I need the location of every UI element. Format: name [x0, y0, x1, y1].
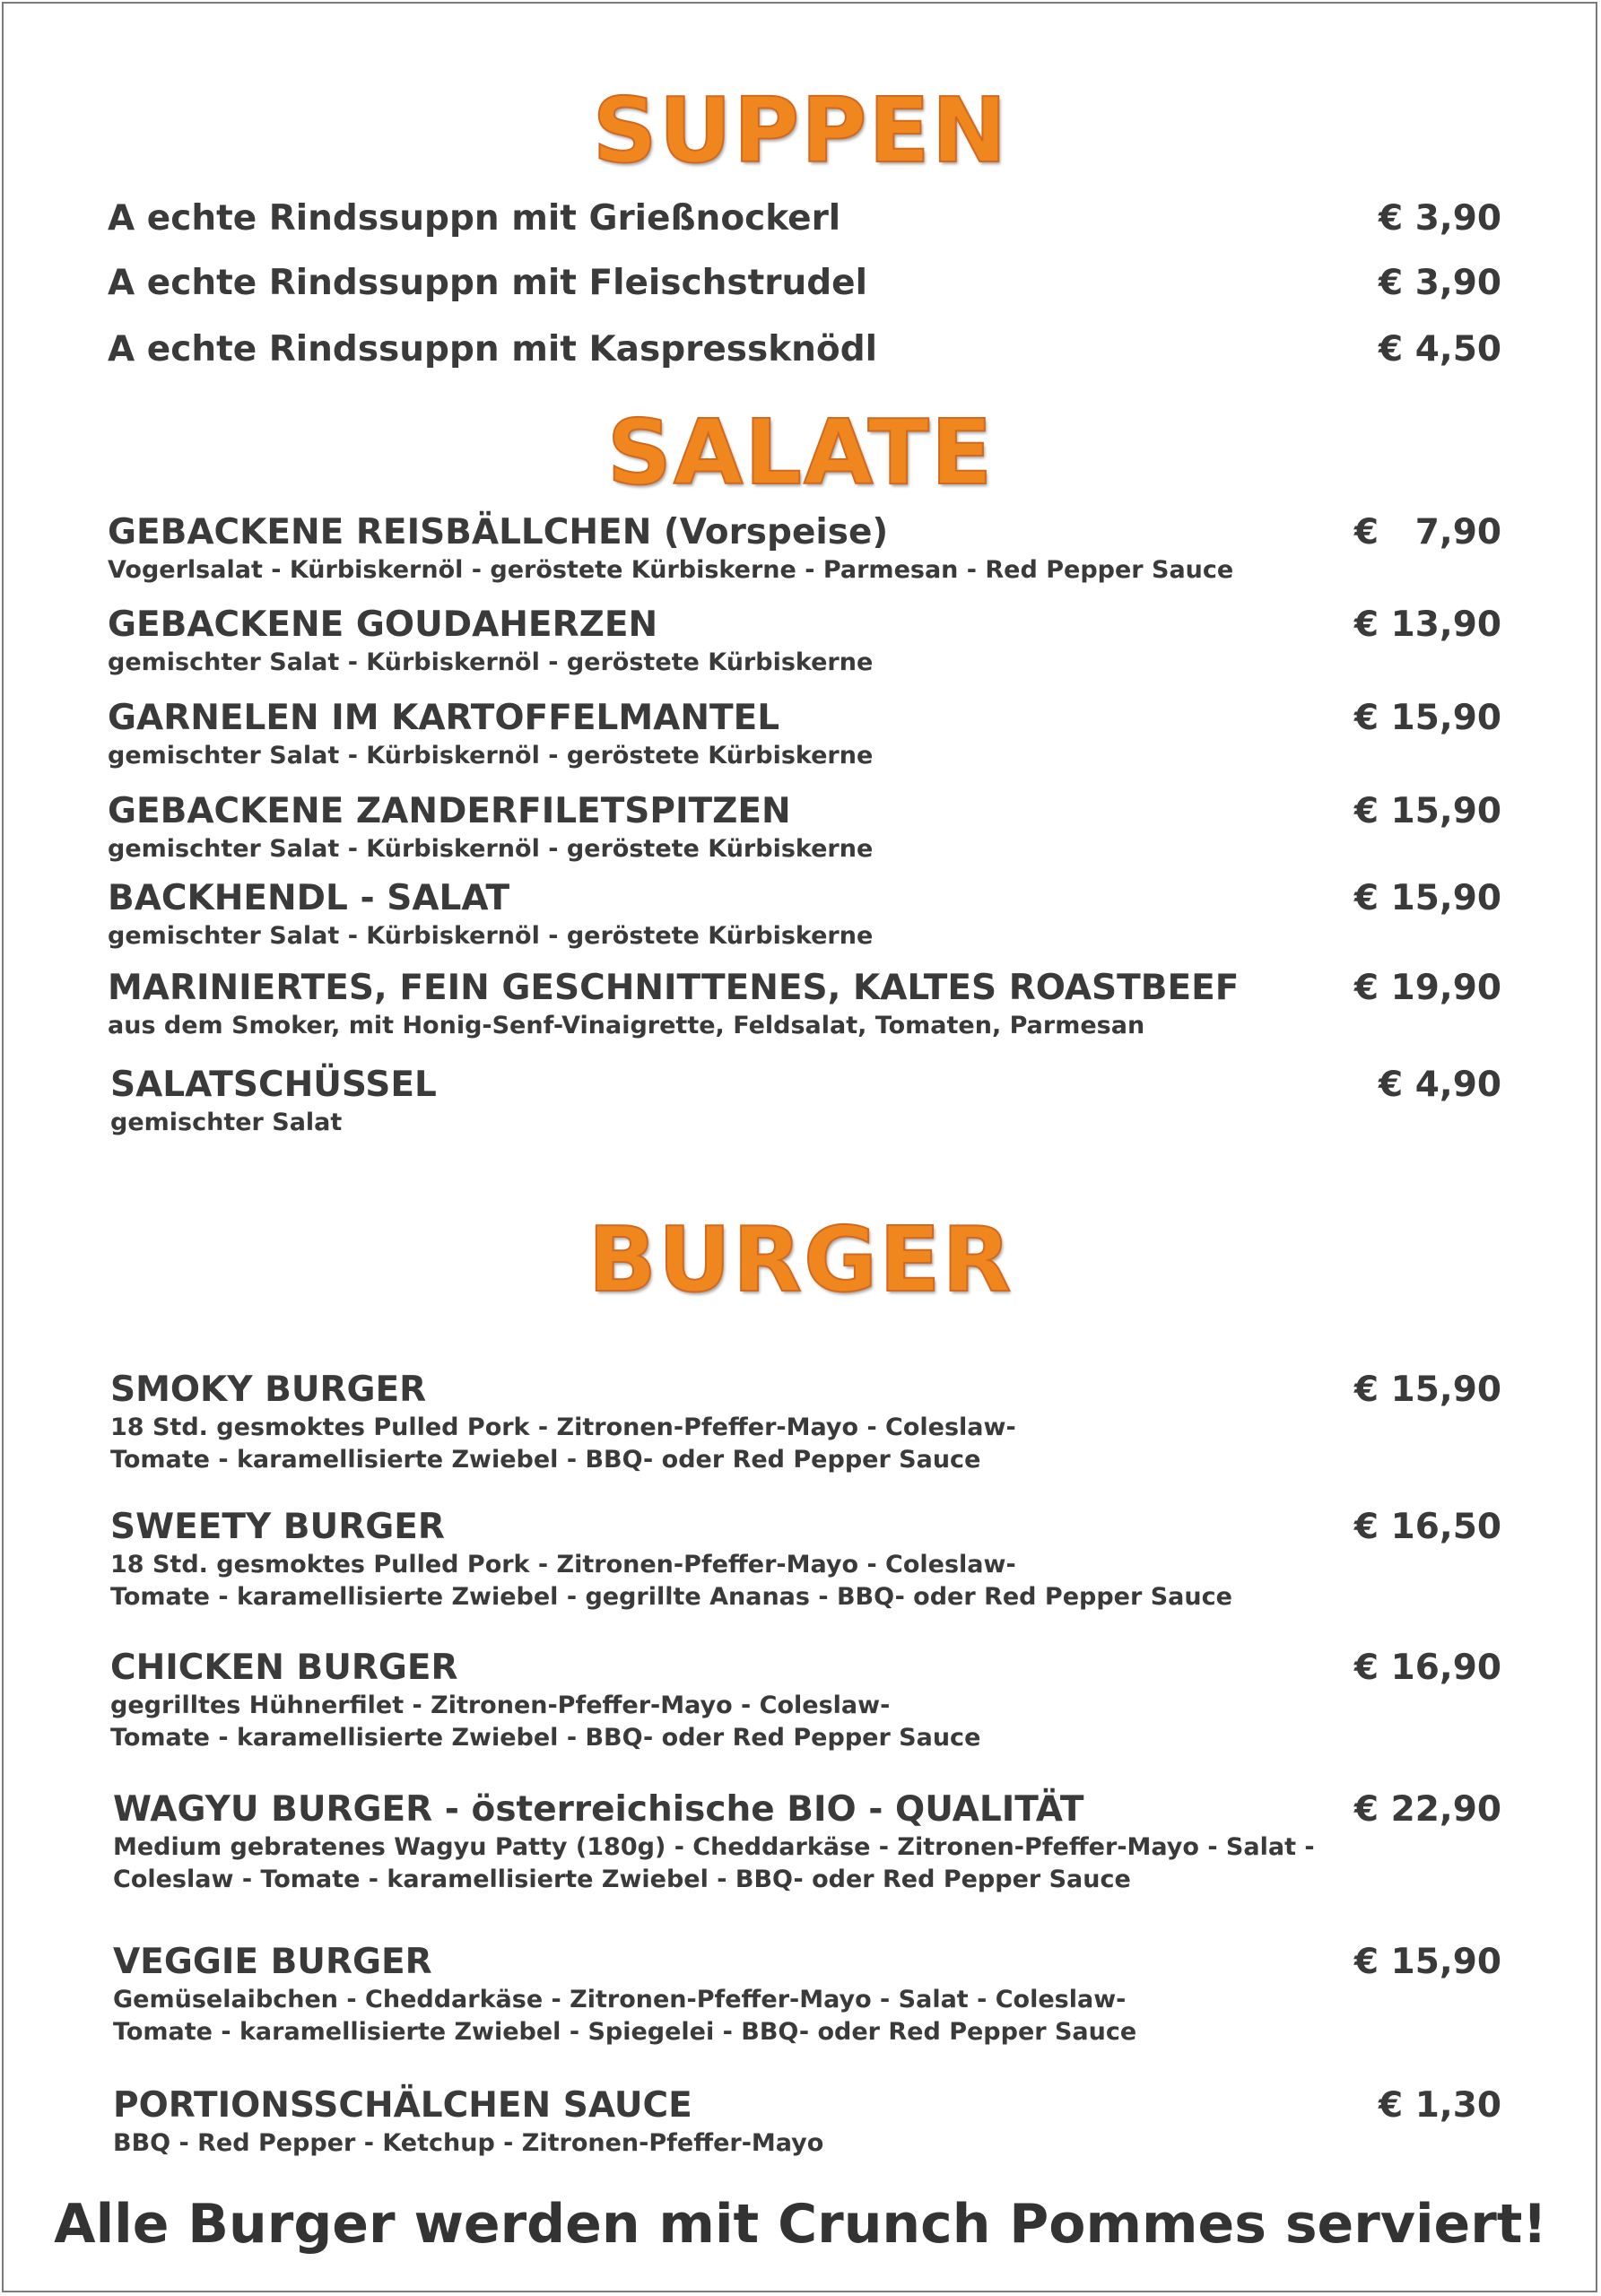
- item-description: Gemüselaibchen - Cheddarkäse - Zitronen-Pfeffer-Mayo - Salat - Coleslaw-: [113, 1986, 1127, 2013]
- item-description: aus dem Smoker, mit Honig-Senf-Vinaigrette, Feldsalat, Tomaten, Parmesan: [108, 1012, 1145, 1039]
- item-title: GEBACKENE REISBÄLLCHEN (Vorspeise): [108, 512, 889, 552]
- item-title: SALATSCHÜSSEL: [110, 1065, 437, 1105]
- item-description: Medium gebratenes Wagyu Patty (180g) - Cheddarkäse - Zitronen-Pfeffer-Mayo - Salat -: [113, 1833, 1315, 1861]
- item-title: A echte Rindssuppn mit Grießnockerl: [108, 198, 841, 239]
- item-title: A echte Rindssuppn mit Kaspressknödl: [108, 329, 877, 370]
- item-title: WAGYU BURGER - österreichische BIO - QUALITÄT: [113, 1789, 1084, 1830]
- item-price: € 4,90: [1379, 1065, 1501, 1105]
- item-price: € 15,90: [1353, 698, 1501, 738]
- item-description: Coleslaw - Tomate - karamellisierte Zwiebel - BBQ- oder Red Pepper Sauce: [113, 1866, 1131, 1893]
- item-title: SMOKY BURGER: [110, 1370, 427, 1410]
- item-description: gemischter Salat: [110, 1109, 343, 1136]
- item-price: € 15,90: [1353, 878, 1501, 918]
- item-description: Tomate - karamellisierte Zwiebel - Spiegelei - BBQ- oder Red Pepper Sauce: [113, 2018, 1137, 2046]
- item-price: € 15,90: [1353, 1942, 1501, 1982]
- burgers-heading: BURGER: [587, 1207, 1014, 1312]
- item-price: € 3,90: [1379, 198, 1501, 239]
- item-price: € 16,90: [1353, 1648, 1501, 1688]
- item-description: 18 Std. gesmoktes Pulled Pork - Zitronen-Pfeffer-Mayo - Coleslaw-: [110, 1551, 1016, 1578]
- item-description: gemischter Salat - Kürbiskernöl - geröstete Kürbiskerne: [108, 742, 874, 770]
- item-description: gegrilltes Hühnerfilet - Zitronen-Pfeffer-Mayo - Coleslaw-: [110, 1692, 891, 1719]
- item-title: MARINIERTES, FEIN GESCHNITTENES, KALTES ROASTBEEF: [108, 968, 1240, 1008]
- item-title: BACKHENDL - SALAT: [108, 878, 510, 918]
- item-title: GARNELEN IM KARTOFFELMANTEL: [108, 698, 780, 738]
- item-description: Vogerlsalat - Kürbiskernöl - geröstete Kürbiskerne - Parmesan - Red Pepper Sauce: [108, 556, 1234, 584]
- item-price: € 15,90: [1353, 1370, 1501, 1410]
- item-price: € 15,90: [1353, 791, 1501, 831]
- item-title: SWEETY BURGER: [110, 1507, 445, 1547]
- footer-note: Alle Burger werden mit Crunch Pommes serviert!: [54, 2193, 1547, 2256]
- item-description: gemischter Salat - Kürbiskernöl - geröstete Kürbiskerne: [108, 835, 874, 863]
- item-price: € 22,90: [1353, 1789, 1501, 1830]
- item-description: gemischter Salat - Kürbiskernöl - geröstete Kürbiskerne: [108, 648, 874, 676]
- item-title: GEBACKENE ZANDERFILETSPITZEN: [108, 791, 791, 831]
- item-description: BBQ - Red Pepper - Ketchup - Zitronen-Pfeffer-Mayo: [113, 2129, 824, 2157]
- item-description: 18 Std. gesmoktes Pulled Pork - Zitronen-Pfeffer-Mayo - Coleslaw-: [110, 1413, 1016, 1441]
- item-price: € 4,50: [1379, 329, 1501, 370]
- item-description: gemischter Salat - Kürbiskernöl - geröstete Kürbiskerne: [108, 922, 874, 950]
- item-title: VEGGIE BURGER: [113, 1942, 432, 1982]
- item-price: € 7,90: [1353, 512, 1501, 552]
- item-title: PORTIONSSCHÄLCHEN SAUCE: [113, 2085, 692, 2126]
- item-price: € 3,90: [1379, 263, 1501, 303]
- item-description: Tomate - karamellisierte Zwiebel - gegrillte Ananas - BBQ- oder Red Pepper Sauce: [110, 1583, 1232, 1611]
- item-description: Tomate - karamellisierte Zwiebel - BBQ- oder Red Pepper Sauce: [110, 1446, 981, 1474]
- item-price: € 1,30: [1379, 2085, 1501, 2126]
- item-title: GEBACKENE GOUDAHERZEN: [108, 604, 658, 645]
- soups-heading: SUPPEN: [592, 78, 1009, 183]
- item-price: € 19,90: [1353, 968, 1501, 1008]
- salads-heading: SALATE: [606, 400, 995, 505]
- item-title: A echte Rindssuppn mit Fleischstrudel: [108, 263, 867, 303]
- item-title: CHICKEN BURGER: [110, 1648, 458, 1688]
- item-description: Tomate - karamellisierte Zwiebel - BBQ- oder Red Pepper Sauce: [110, 1724, 981, 1752]
- item-price: € 16,50: [1353, 1507, 1501, 1547]
- item-price: € 13,90: [1353, 604, 1501, 645]
